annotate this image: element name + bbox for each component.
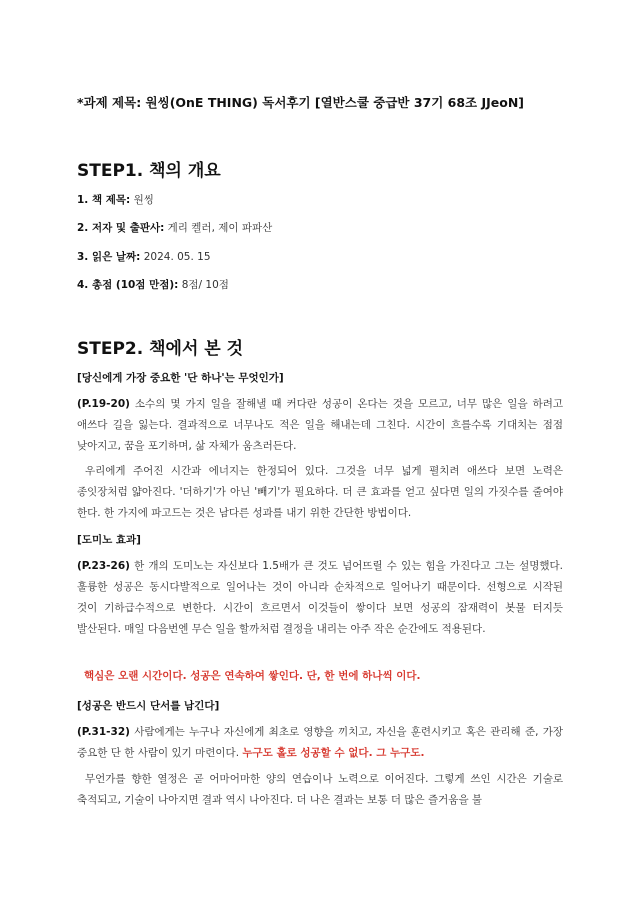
score-item: [77, 277, 229, 292]
step2-heading: STEP2. 책에서 본 것: [77, 339, 244, 359]
book-title-label: 1. 책 제목:: [77, 194, 131, 206]
page-reference: (P.19-20): [77, 398, 130, 410]
page-reference: (P.31-32): [77, 726, 130, 738]
author-publisher-value: 게리 켈러, 제이 파파산: [164, 222, 273, 234]
page-reference: (P.23-26): [77, 560, 130, 572]
score-label: 4. 총점 (10점 만점):: [77, 279, 179, 291]
step1-heading: STEP1. 책의 개요: [77, 161, 221, 181]
paragraph-text: 한 개의 도미노는 자신보다 1.5배가 큰 것도 넘어뜨릴 수 있는 힘을 가진다고 그는 설명했다. 훌륭한 성공은 동시다발적으로 일어나는 것이 아니라 순차적으로 일어나기 때문이다. 선형으로 시작된 것이 기하급수적으로 변한다. 시간이 흐르면서 이것들이 쌓이다 보면 성공의 잠재력이 봇물 터지듯 발산된다. 매일 다음번엔 무슨 일을 할까처럼 결정을 내리는 아주 작은 순간에도 적용된다.: [77, 560, 563, 635]
paragraph-passion-practice: [77, 769, 563, 811]
read-date-item: [77, 249, 211, 264]
section-heading-success-clues: [성공은 반드시 단서를 남긴다]: [77, 700, 220, 712]
paragraph-text: 사람에게는 누구나 자신에게 최초로 영향을 끼치고, 자신을 훈련시키고 혹은 관리해 준, 가장 중요한 단 한 사람이 있기 마련이다.: [77, 726, 563, 759]
author-publisher-label: 2. 저자 및 출판사:: [77, 222, 165, 234]
assignment-title: *과제 제목: 원씽(OnE THING) 독서후기 [열반스쿨 중급반 37기 68조 JJeoN]: [77, 95, 525, 110]
paragraph-p23-26: [77, 556, 563, 640]
paragraph-time-energy: [77, 461, 563, 524]
paragraph-p19-20: [77, 394, 563, 457]
section-heading-most-important: [당신에게 가장 중요한 '단 하나'는 무엇인가]: [77, 372, 284, 384]
paragraph-text: 무언가를 향한 열정은 곧 어마어마한 양의 연습이나 노력으로 이어진다. 그렇게 쓰인 시간은 기술로 축적되고, 기술이 나아지면 결과 역시 나아진다. 더 나은 결과는 보통 더 많은 즐거움을 불: [77, 773, 563, 806]
section-heading-domino-effect: [도미노 효과]: [77, 534, 141, 546]
paragraph-p31-32: [77, 722, 563, 764]
book-title-value: 원씽: [130, 194, 154, 206]
read-date-label: 3. 읽은 날짜:: [77, 251, 141, 263]
paragraph-text: 우리에게 주어진 시간과 에너지는 한정되어 있다. 그것을 너무 넓게 펼치려 애쓰다 보면 노력은 종잇장처럼 얇아진다. '더하기'가 아닌 '빼기'가 필요하다. 더 큰 효과를 얻고 싶다면 일의 가짓수를 줄여야 한다. 한 가지에 파고드는 것은 남다른 성과를 내기 위한 간단한 방법이다.: [77, 465, 563, 519]
highlight-key-point: 핵심은 오랜 시간이다. 성공은 연속하여 쌓인다. 단, 한 번에 하나씩 이다.: [84, 670, 421, 682]
read-date-value: 2024. 05. 15: [140, 251, 211, 263]
highlight-nobody-alone: 누구도 홀로 성공할 수 없다. 그 누구도.: [242, 747, 425, 759]
author-publisher-item: [77, 220, 272, 235]
paragraph-text: 소수의 몇 가지 일을 잘해낼 때 커다란 성공이 온다는 것을 모르고, 너무 많은 일을 하려고 애쓰다 길을 잃는다. 결과적으로 너무나도 적은 일을 해내는데 그친다. 시간이 흐를수록 기대치는 점점 낮아지고, 꿈을 포기하며, 삶 자체가 움츠러든다.: [77, 398, 563, 452]
score-value: 8점/ 10점: [178, 279, 229, 291]
book-title-item: [77, 192, 154, 207]
